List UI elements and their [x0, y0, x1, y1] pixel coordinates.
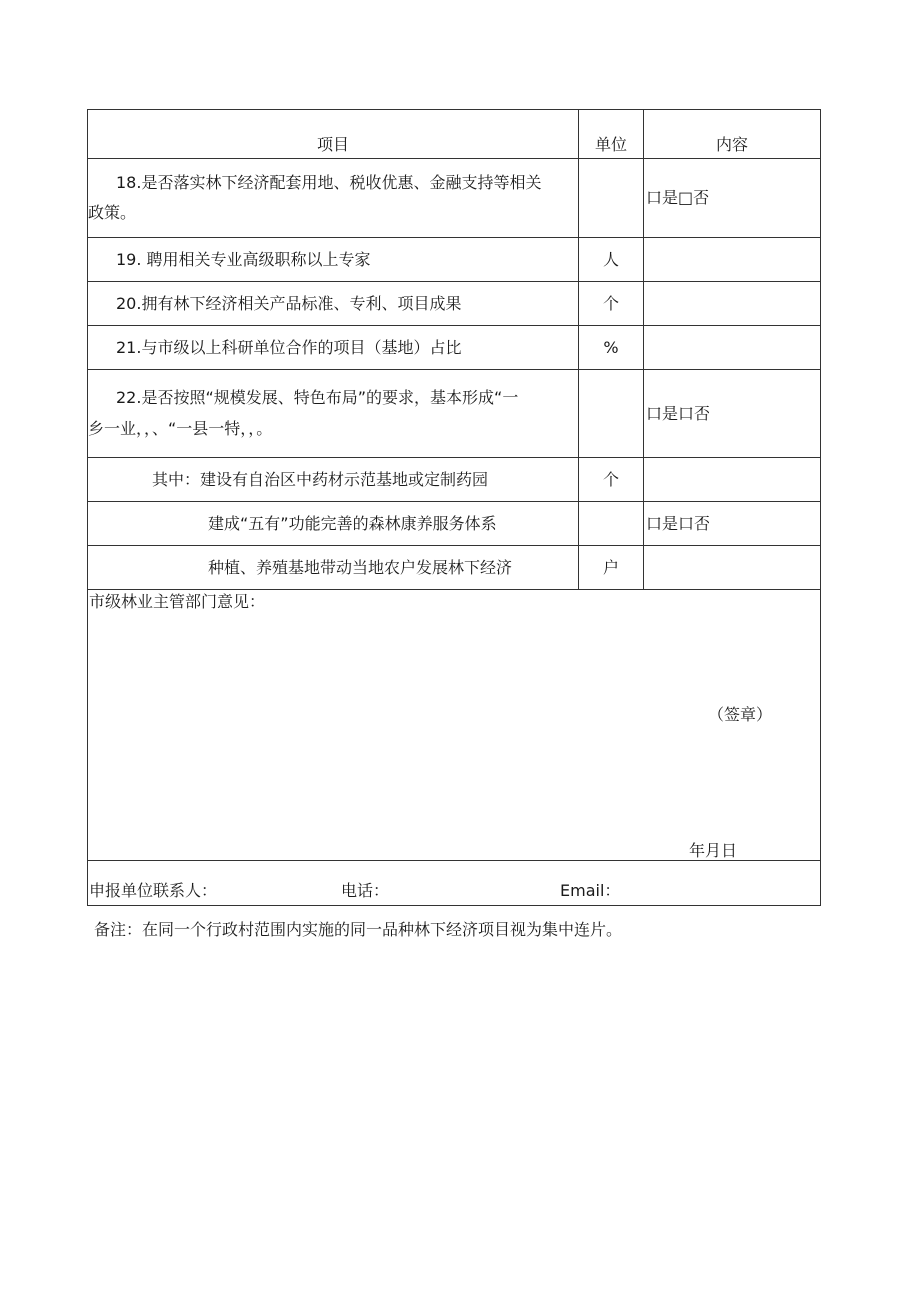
row-20-item: 20.拥有林下经济相关产品标准、专利、项目成果 [88, 282, 579, 326]
row-18-unit [579, 159, 644, 238]
table-row [88, 370, 821, 458]
row-18-content[interactable]: 口是□否 [644, 159, 821, 238]
table-row [88, 282, 821, 326]
row-22-content[interactable]: 口是口否 [644, 370, 821, 458]
row-sub-2-content[interactable]: 口是口否 [644, 502, 821, 546]
seal-label: （签章） [707, 705, 772, 724]
row-21-unit: % [579, 326, 644, 370]
contact-cell [88, 861, 821, 906]
row-20-unit: 个 [579, 282, 644, 326]
row-sub-2-item: 建成“五有”功能完善的森林康养服务体系 [88, 502, 579, 546]
row-sub-3-unit: 户 [579, 546, 644, 590]
remark-note: 备注：在同一个行政村范围内实施的同一品种林下经济项目视为集中连片。 [94, 920, 623, 939]
table-row [88, 546, 821, 590]
table-row [88, 502, 821, 546]
table-row [88, 326, 821, 370]
date-label: 年月日 [688, 840, 737, 860]
row-19-item: 19. 聘用相关专业高级职称以上专家 [88, 238, 579, 282]
row-22-unit [579, 370, 644, 458]
application-form-table [87, 109, 821, 906]
row-18-item: 18.是否落实林下经济配套用地、税收优惠、金融支持等相关 政策。 [88, 159, 579, 238]
row-sub-2-unit [579, 502, 644, 546]
row-21-item: 21.与市级以上科研单位合作的项目（基地）占比 [88, 326, 579, 370]
row-20-content[interactable] [644, 282, 821, 326]
row-sub-1-item: 其中：建设有自治区中药材示范基地或定制药园 [88, 458, 579, 502]
row-sub-1-content[interactable] [644, 458, 821, 502]
row-19-content[interactable] [644, 238, 821, 282]
row-19-unit: 人 [579, 238, 644, 282]
opinion-row [88, 590, 821, 861]
header-content: 内容 [644, 110, 821, 159]
row-sub-3-item: 种植、养殖基地带动当地农户发展林下经济 [88, 546, 579, 590]
table-row [88, 238, 821, 282]
table-header-row [88, 110, 821, 159]
opinion-label: 市级林业主管部门意见： [89, 592, 266, 611]
table-row [88, 159, 821, 238]
table-row [88, 458, 821, 502]
header-unit: 单位 [579, 110, 644, 159]
contact-person-label: 申报单位联系人： [89, 881, 218, 900]
row-sub-1-unit: 个 [579, 458, 644, 502]
phone-label: 电话： [341, 881, 390, 900]
row-sub-3-content[interactable] [644, 546, 821, 590]
header-item: 项目 [88, 110, 579, 159]
email-label: Email： [560, 881, 621, 900]
opinion-cell[interactable] [88, 590, 821, 861]
row-22-item: 22.是否按照“规模发展、特色布局”的要求，基本形成“一 乡一业，，、“一县一特，，。 [88, 370, 579, 458]
row-21-content[interactable] [644, 326, 821, 370]
contact-row [88, 861, 821, 906]
